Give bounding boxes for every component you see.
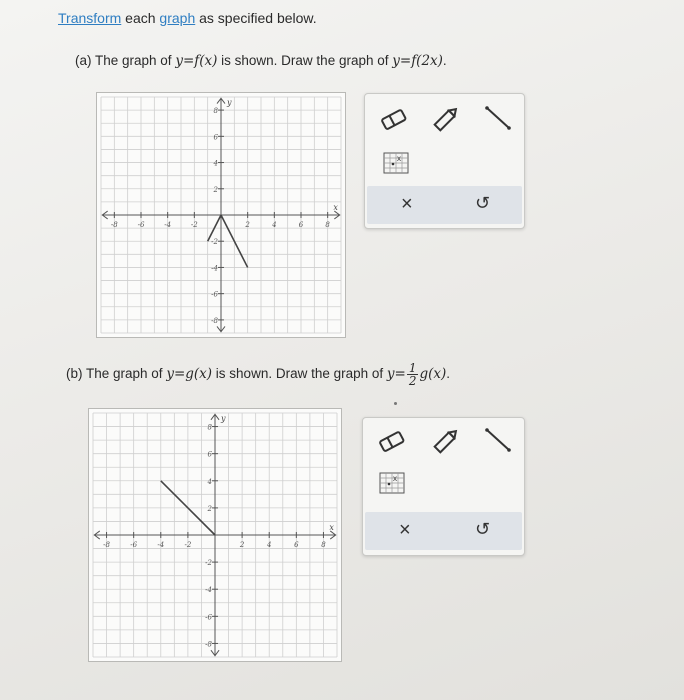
part-a-equation-1: y=f(x) [175,53,218,69]
x-tick-label: 8 [321,541,326,549]
y-tick-label: -8 [205,640,212,649]
x-tick-label: 4 [272,221,277,229]
y-tick-label: 6 [207,450,212,459]
transform-link[interactable]: Transform [58,10,122,26]
instruction-text: Transform each graph as specified below. [58,10,317,26]
y-tick-label: -4 [211,264,218,273]
x-tick-label: 6 [294,541,299,549]
y-tick-label: 4 [213,159,218,168]
stray-mark [394,402,397,405]
pencil-icon[interactable] [431,426,461,461]
grid-point-icon[interactable] [379,472,405,499]
x-tick-label: 2 [245,221,250,229]
part-b-prompt: (b) The graph of y=g(x) is shown. Draw the graph of y= $\frac{1}{2}$ g(x). [66,361,451,388]
part-a-equation-2: y=f(2x) [392,53,443,69]
eraser-icon[interactable] [377,430,407,459]
clear-icon[interactable]: × [399,519,411,541]
clear-icon[interactable]: × [401,193,413,215]
graph-a-svg[interactable] [97,93,345,337]
x-tick-label: -4 [157,541,165,549]
x-tick-label: -4 [164,221,172,229]
one-half-fraction: $\frac{1}{2}$ [408,361,417,388]
x-tick-label: -8 [110,221,118,229]
x-tick-label: -8 [103,541,110,549]
y-tick-label: 2 [207,504,212,513]
x-axis-label: x [329,523,334,532]
grid-point-icon[interactable] [383,152,409,179]
y-tick-label: -8 [211,316,218,325]
x-tick-label: -6 [130,541,138,549]
pencil-icon[interactable] [431,104,461,139]
x-tick-label: 4 [266,541,272,549]
x-tick-label: -6 [137,221,145,229]
y-tick-label: 8 [207,423,212,432]
svg-text:x: x [397,154,401,163]
y-tick-label: -2 [205,559,212,568]
eraser-icon[interactable] [379,108,409,137]
y-axis-label: y [227,97,232,107]
y-axis-label: y [221,414,226,424]
x-tick-label: 6 [298,221,304,229]
action-bar-a [367,186,522,224]
undo-icon[interactable]: ↺ [475,193,491,213]
svg-text:x: x [393,474,397,483]
undo-icon[interactable]: ↺ [475,519,491,539]
y-tick-label: 2 [213,185,218,194]
line-segment-icon[interactable] [483,426,513,461]
graph-a-canvas[interactable] [96,92,346,338]
x-tick-label: -2 [184,541,192,549]
y-tick-label: -6 [205,613,212,622]
x-tick-label: 2 [239,541,245,549]
graph-link[interactable]: graph [159,10,196,26]
line-segment-icon[interactable] [483,104,513,139]
graph-b-canvas[interactable] [88,408,342,662]
x-tick-label: -2 [190,221,198,229]
part-b-equation-2: y= $\frac{1}{2}$ g(x) [386,361,447,388]
y-tick-label: -2 [211,238,218,247]
graph-b-svg[interactable] [89,409,341,661]
part-b-equation-1: y=g(x) [166,366,213,382]
x-axis-label: x [333,203,338,212]
y-tick-label: 4 [207,477,212,486]
y-tick-label: -4 [205,586,212,595]
y-tick-label: 6 [213,133,218,142]
y-tick-label: -6 [211,290,218,299]
part-a-prompt: (a) The graph of y=f(x) is shown. Draw the graph of y=f(2x). [75,53,447,69]
x-tick-label: 8 [325,221,330,229]
y-tick-label: 8 [213,107,218,116]
action-bar-b [365,512,522,550]
toolbox-b [362,417,525,556]
toolbox-a [364,93,525,229]
